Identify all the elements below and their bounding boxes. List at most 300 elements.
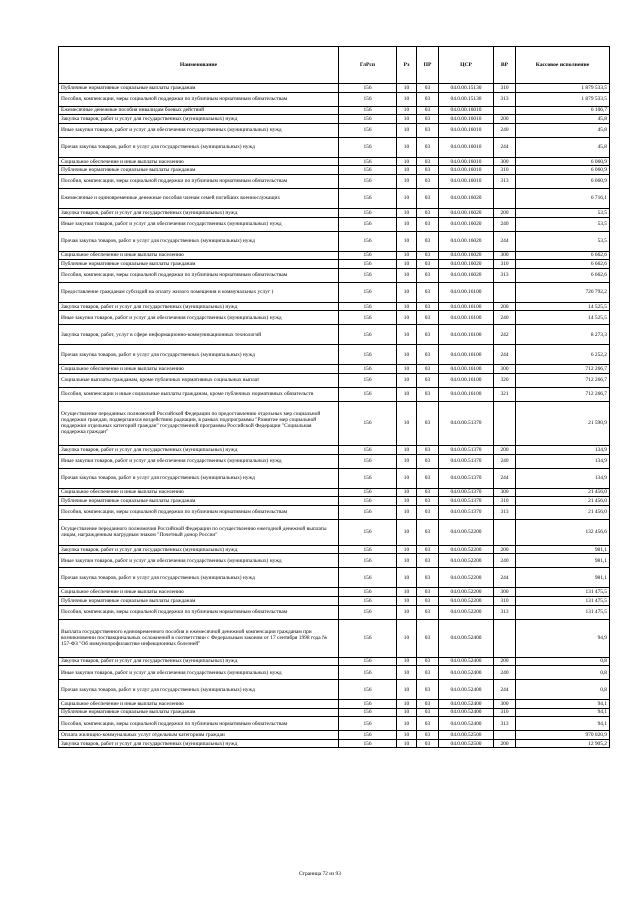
cell-vr: 244 xyxy=(494,568,516,588)
header-pr: ПР xyxy=(417,47,439,84)
table-header-row xyxy=(59,47,610,84)
cell-csr: 04.0.00.51370 xyxy=(439,488,494,497)
table-row xyxy=(59,188,610,208)
cell-glrsp: 156 xyxy=(339,605,397,619)
cell-pr: 03 xyxy=(417,700,439,709)
cell-pr: 03 xyxy=(417,680,439,700)
cell-glrsp: 156 xyxy=(339,217,397,231)
cell-glrsp: 156 xyxy=(339,454,397,468)
cell-name: Закупка товаров, работ и услуг для государственных (муниципальных) нужд xyxy=(59,445,339,454)
cell-csr: 04.0.00.16100 xyxy=(439,325,494,345)
cell-pr: 03 xyxy=(417,260,439,269)
cell-csr: 04.0.00.15130 xyxy=(439,84,494,93)
cell-csr: 04.0.00.51370 xyxy=(439,505,494,519)
cell-pr: 03 xyxy=(417,373,439,387)
cell-cash-execution: 970 020,9 xyxy=(516,731,610,740)
table-row xyxy=(59,92,610,106)
cell-csr: 04.0.00.16020 xyxy=(439,188,494,208)
cell-csr: 04.0.00.51370 xyxy=(439,401,494,445)
cell-name: Закупка товаров, работ и услуг для государственных (муниципальных) нужд xyxy=(59,545,339,554)
cell-vr: 310 xyxy=(494,596,516,605)
cell-name: Публичные нормативные социальные выплаты гражданам xyxy=(59,497,339,506)
cell-rz: 10 xyxy=(397,445,417,454)
cell-pr: 03 xyxy=(417,454,439,468)
cell-csr: 04.0.00.16020 xyxy=(439,208,494,217)
cell-cash-execution: 131 475,5 xyxy=(516,588,610,597)
cell-glrsp: 156 xyxy=(339,166,397,175)
cell-name: Пособия, компенсации, меры социальной поддержки по публичным нормативным обязательствам xyxy=(59,605,339,619)
cell-name: Социальное обеспечение и иные выплаты населению xyxy=(59,488,339,497)
cell-name: Иные закупки товаров, работ и услуг для обеспечения государственных (муниципальных) нужд xyxy=(59,311,339,325)
table-row xyxy=(59,401,610,445)
cell-pr: 03 xyxy=(417,345,439,365)
cell-cash-execution: 53,5 xyxy=(516,208,610,217)
cell-cash-execution: 0,8 xyxy=(516,666,610,680)
cell-vr xyxy=(494,282,516,302)
table-row xyxy=(59,217,610,231)
cell-vr: 244 xyxy=(494,468,516,488)
cell-vr: 242 xyxy=(494,325,516,345)
cell-name: Пособия, компенсации и иные социальные выплаты гражданам, кроме публичных нормативных обязательств xyxy=(59,387,339,401)
cell-vr: 240 xyxy=(494,666,516,680)
cell-name: Закупка товаров, работ, услуг в сфере информационно-коммуникационных технологий xyxy=(59,325,339,345)
cell-csr: 04.0.00.52200 xyxy=(439,519,494,545)
table-row xyxy=(59,505,610,519)
cell-glrsp: 156 xyxy=(339,596,397,605)
cell-rz: 10 xyxy=(397,123,417,137)
cell-name: Иные закупки товаров, работ и услуг для обеспечения государственных (муниципальных) нужд xyxy=(59,123,339,137)
cell-cash-execution: 6 662,6 xyxy=(516,260,610,269)
cell-pr: 03 xyxy=(417,401,439,445)
cell-pr: 03 xyxy=(417,302,439,311)
cell-glrsp: 156 xyxy=(339,106,397,115)
cell-rz: 10 xyxy=(397,345,417,365)
table-row xyxy=(59,588,610,597)
table-row xyxy=(59,137,610,157)
cell-vr: 244 xyxy=(494,231,516,251)
cell-glrsp: 156 xyxy=(339,137,397,157)
cell-csr: 04.0.00.16100 xyxy=(439,282,494,302)
table-row xyxy=(59,488,610,497)
cell-glrsp: 156 xyxy=(339,268,397,282)
cell-pr: 03 xyxy=(417,554,439,568)
cell-vr: 200 xyxy=(494,115,516,124)
cell-glrsp: 156 xyxy=(339,700,397,709)
cell-pr: 03 xyxy=(417,268,439,282)
cell-name: Иные закупки товаров, работ и услуг для обеспечения государственных (муниципальных) нужд xyxy=(59,217,339,231)
cell-rz: 10 xyxy=(397,468,417,488)
cell-rz: 10 xyxy=(397,157,417,166)
cell-rz: 10 xyxy=(397,174,417,188)
table-row xyxy=(59,268,610,282)
cell-vr: 244 xyxy=(494,137,516,157)
table-row xyxy=(59,739,610,748)
cell-pr: 03 xyxy=(417,282,439,302)
cell-glrsp: 156 xyxy=(339,497,397,506)
cell-csr: 04.0.00.15130 xyxy=(439,92,494,106)
cell-name: Ежемесячные и единовременные денежные пособия членам семей погибших военнослужащих xyxy=(59,188,339,208)
cell-cash-execution: 0,8 xyxy=(516,657,610,666)
cell-vr: 300 xyxy=(494,365,516,374)
table-row xyxy=(59,251,610,260)
cell-glrsp: 156 xyxy=(339,387,397,401)
table-row xyxy=(59,325,610,345)
cell-rz: 10 xyxy=(397,708,417,717)
cell-csr: 04.0.00.16010 xyxy=(439,166,494,175)
cell-cash-execution: 6 106,7 xyxy=(516,106,610,115)
cell-name: Пособия, компенсации, меры социальной поддержки по публичным нормативным обязательствам xyxy=(59,505,339,519)
cell-pr: 03 xyxy=(417,505,439,519)
cell-vr: 313 xyxy=(494,505,516,519)
cell-rz: 10 xyxy=(397,497,417,506)
cell-rz: 10 xyxy=(397,208,417,217)
cell-cash-execution: 21 590,9 xyxy=(516,401,610,445)
cell-glrsp: 156 xyxy=(339,657,397,666)
cell-vr: 200 xyxy=(494,445,516,454)
cell-pr: 03 xyxy=(417,497,439,506)
cell-rz: 10 xyxy=(397,401,417,445)
cell-pr: 03 xyxy=(417,708,439,717)
cell-name: Пособия, компенсации, меры социальной поддержки по публичным нормативным обязательствам xyxy=(59,92,339,106)
cell-cash-execution: 6 060,9 xyxy=(516,166,610,175)
cell-name: Социальное обеспечение и иные выплаты населению xyxy=(59,157,339,166)
cell-pr: 03 xyxy=(417,666,439,680)
cell-vr xyxy=(494,519,516,545)
header-cash-execution: Кассовое исполнение xyxy=(516,47,610,84)
cell-vr: 313 xyxy=(494,174,516,188)
cell-glrsp: 156 xyxy=(339,157,397,166)
table-row xyxy=(59,657,610,666)
cell-glrsp: 156 xyxy=(339,708,397,717)
cell-glrsp: 156 xyxy=(339,188,397,208)
cell-glrsp: 156 xyxy=(339,174,397,188)
cell-name: Публичные нормативные социальные выплаты гражданам xyxy=(59,708,339,717)
cell-csr: 04.0.00.51370 xyxy=(439,468,494,488)
cell-glrsp: 156 xyxy=(339,302,397,311)
cell-glrsp: 156 xyxy=(339,365,397,374)
header-csr: ЦСР xyxy=(439,47,494,84)
table-row xyxy=(59,123,610,137)
cell-csr: 04.0.00.16010 xyxy=(439,157,494,166)
table-row xyxy=(59,731,610,740)
cell-pr: 03 xyxy=(417,137,439,157)
table-row xyxy=(59,596,610,605)
cell-name: Социальное обеспечение и иные выплаты населению xyxy=(59,251,339,260)
cell-rz: 10 xyxy=(397,268,417,282)
cell-vr: 300 xyxy=(494,488,516,497)
cell-cash-execution: 94,9 xyxy=(516,619,610,657)
cell-pr: 03 xyxy=(417,123,439,137)
cell-name: Оплата жилищно-коммунальных услуг отдельным категориям граждан xyxy=(59,731,339,740)
cell-csr: 04.0.00.52400 xyxy=(439,619,494,657)
cell-name: Закупка товаров, работ и услуг для государственных (муниципальных) нужд xyxy=(59,208,339,217)
cell-csr: 04.0.00.52500 xyxy=(439,731,494,740)
cell-pr: 03 xyxy=(417,731,439,740)
cell-csr: 04.0.00.51370 xyxy=(439,445,494,454)
cell-name: Прочая закупка товаров, работ и услуг для государственных (муниципальных) нужд xyxy=(59,680,339,700)
cell-rz: 10 xyxy=(397,731,417,740)
cell-name: Иные закупки товаров, работ и услуг для обеспечения государственных (муниципальных) нужд xyxy=(59,666,339,680)
cell-cash-execution: 45,8 xyxy=(516,115,610,124)
cell-name: Прочая закупка товаров, работ и услуг для государственных (муниципальных) нужд xyxy=(59,468,339,488)
cell-rz: 10 xyxy=(397,568,417,588)
cell-pr: 03 xyxy=(417,619,439,657)
cell-csr: 04.0.00.52400 xyxy=(439,708,494,717)
cell-rz: 10 xyxy=(397,666,417,680)
cell-glrsp: 156 xyxy=(339,208,397,217)
cell-glrsp: 156 xyxy=(339,680,397,700)
cell-rz: 10 xyxy=(397,605,417,619)
cell-rz: 10 xyxy=(397,260,417,269)
cell-pr: 03 xyxy=(417,468,439,488)
cell-vr: 310 xyxy=(494,166,516,175)
cell-glrsp: 156 xyxy=(339,401,397,445)
cell-csr: 04.0.00.16020 xyxy=(439,231,494,251)
cell-rz: 10 xyxy=(397,588,417,597)
cell-cash-execution: 131 475,5 xyxy=(516,596,610,605)
cell-glrsp: 156 xyxy=(339,282,397,302)
cell-cash-execution: 94,1 xyxy=(516,708,610,717)
cell-vr: 310 xyxy=(494,84,516,93)
cell-vr: 310 xyxy=(494,708,516,717)
cell-cash-execution: 53,5 xyxy=(516,217,610,231)
cell-csr: 04.0.00.52200 xyxy=(439,568,494,588)
cell-name: Публичные нормативные социальные выплаты гражданам xyxy=(59,166,339,175)
cell-csr: 04.0.00.16100 xyxy=(439,302,494,311)
table-row xyxy=(59,365,610,374)
cell-csr: 04.0.00.52400 xyxy=(439,700,494,709)
cell-name: Социальное обеспечение и иные выплаты населению xyxy=(59,700,339,709)
cell-rz: 10 xyxy=(397,325,417,345)
cell-cash-execution: 726 792,2 xyxy=(516,282,610,302)
cell-rz: 10 xyxy=(397,545,417,554)
cell-vr: 300 xyxy=(494,588,516,597)
cell-rz: 10 xyxy=(397,282,417,302)
cell-csr: 04.0.00.16010 xyxy=(439,137,494,157)
table-row xyxy=(59,157,610,166)
cell-vr: 240 xyxy=(494,311,516,325)
cell-name: Пособия, компенсации, меры социальной поддержки по публичным нормативным обязательствам xyxy=(59,717,339,731)
cell-rz: 10 xyxy=(397,84,417,93)
cell-vr: 200 xyxy=(494,657,516,666)
cell-pr: 03 xyxy=(417,106,439,115)
cell-vr xyxy=(494,619,516,657)
cell-cash-execution: 12 905,2 xyxy=(516,739,610,748)
cell-csr: 04.0.00.52200 xyxy=(439,605,494,619)
cell-cash-execution: 6 060,9 xyxy=(516,157,610,166)
table-row xyxy=(59,717,610,731)
cell-glrsp: 156 xyxy=(339,311,397,325)
cell-glrsp: 156 xyxy=(339,92,397,106)
cell-pr: 03 xyxy=(417,208,439,217)
cell-csr: 04.0.00.16010 xyxy=(439,115,494,124)
cell-name: Публичные нормативные социальные выплаты гражданам xyxy=(59,596,339,605)
table-row xyxy=(59,84,610,93)
cell-rz: 10 xyxy=(397,505,417,519)
cell-vr: 200 xyxy=(494,545,516,554)
cell-csr: 04.0.00.16100 xyxy=(439,373,494,387)
cell-vr: 313 xyxy=(494,717,516,731)
cell-rz: 10 xyxy=(397,680,417,700)
table-row xyxy=(59,302,610,311)
cell-rz: 10 xyxy=(397,739,417,748)
cell-glrsp: 156 xyxy=(339,251,397,260)
cell-csr: 04.0.00.52400 xyxy=(439,717,494,731)
table-row xyxy=(59,680,610,700)
cell-cash-execution: 981,1 xyxy=(516,554,610,568)
cell-name: Публичные нормативные социальные выплаты гражданам xyxy=(59,84,339,93)
cell-rz: 10 xyxy=(397,619,417,657)
table-row xyxy=(59,231,610,251)
cell-csr: 04.0.00.16020 xyxy=(439,251,494,260)
header-name: Наименование xyxy=(59,47,339,84)
cell-cash-execution: 45,8 xyxy=(516,123,610,137)
header-glrsp: ГлРсп xyxy=(339,47,397,84)
cell-glrsp: 156 xyxy=(339,554,397,568)
cell-pr: 03 xyxy=(417,739,439,748)
cell-name: Социальное обеспечение и иные выплаты населению xyxy=(59,588,339,597)
cell-vr: 313 xyxy=(494,605,516,619)
cell-rz: 10 xyxy=(397,251,417,260)
cell-rz: 10 xyxy=(397,717,417,731)
cell-cash-execution: 712 266,7 xyxy=(516,387,610,401)
cell-cash-execution: 712 266,7 xyxy=(516,365,610,374)
cell-csr: 04.0.00.16020 xyxy=(439,268,494,282)
cell-glrsp: 156 xyxy=(339,505,397,519)
cell-pr: 03 xyxy=(417,605,439,619)
cell-cash-execution: 6 662,6 xyxy=(516,251,610,260)
table-row xyxy=(59,619,610,657)
cell-cash-execution: 712 266,7 xyxy=(516,373,610,387)
cell-pr: 03 xyxy=(417,311,439,325)
cell-rz: 10 xyxy=(397,92,417,106)
cell-vr xyxy=(494,188,516,208)
table-row xyxy=(59,311,610,325)
cell-pr: 03 xyxy=(417,545,439,554)
cell-pr: 03 xyxy=(417,231,439,251)
cell-pr: 03 xyxy=(417,568,439,588)
cell-name: Закупка товаров, работ и услуг для государственных (муниципальных) нужд xyxy=(59,657,339,666)
cell-csr: 04.0.00.52400 xyxy=(439,680,494,700)
cell-pr: 03 xyxy=(417,188,439,208)
cell-csr: 04.0.00.52200 xyxy=(439,596,494,605)
cell-csr: 04.0.00.16100 xyxy=(439,311,494,325)
cell-pr: 03 xyxy=(417,596,439,605)
cell-csr: 04.0.00.52200 xyxy=(439,588,494,597)
cell-name: Иные закупки товаров, работ и услуг для обеспечения государственных (муниципальных) нужд xyxy=(59,554,339,568)
cell-name: Закупка товаров, работ и услуг для государственных (муниципальных) нужд xyxy=(59,115,339,124)
cell-glrsp: 156 xyxy=(339,488,397,497)
cell-glrsp: 156 xyxy=(339,445,397,454)
table-row xyxy=(59,454,610,468)
cell-cash-execution: 134,9 xyxy=(516,454,610,468)
cell-rz: 10 xyxy=(397,106,417,115)
cell-pr: 03 xyxy=(417,588,439,597)
cell-rz: 10 xyxy=(397,115,417,124)
cell-name: Публичные нормативные социальные выплаты гражданам xyxy=(59,260,339,269)
cell-name: Предоставление гражданам субсидий на оплату жилого помещения и коммунальных услуг ) xyxy=(59,282,339,302)
budget-table xyxy=(58,46,610,748)
cell-cash-execution: 1 879 533,5 xyxy=(516,84,610,93)
cell-name: Закупка товаров, работ и услуг для государственных (муниципальных) нужд xyxy=(59,302,339,311)
table-row xyxy=(59,554,610,568)
table-row xyxy=(59,497,610,506)
cell-vr: 240 xyxy=(494,454,516,468)
cell-rz: 10 xyxy=(397,137,417,157)
cell-cash-execution: 0,8 xyxy=(516,680,610,700)
cell-csr: 04.0.00.52400 xyxy=(439,666,494,680)
cell-cash-execution: 134,9 xyxy=(516,445,610,454)
cell-name: Закупка товаров, работ и услуг для государственных (муниципальных) нужд xyxy=(59,739,339,748)
cell-vr xyxy=(494,401,516,445)
cell-rz: 10 xyxy=(397,700,417,709)
cell-glrsp: 156 xyxy=(339,123,397,137)
cell-pr: 03 xyxy=(417,157,439,166)
table-row xyxy=(59,345,610,365)
cell-pr: 03 xyxy=(417,387,439,401)
table-row xyxy=(59,282,610,302)
table-row xyxy=(59,700,610,709)
cell-rz: 10 xyxy=(397,302,417,311)
table-row xyxy=(59,115,610,124)
cell-vr: 300 xyxy=(494,157,516,166)
cell-cash-execution: 6 716,1 xyxy=(516,188,610,208)
table-row xyxy=(59,208,610,217)
cell-csr: 04.0.00.16020 xyxy=(439,217,494,231)
table-row xyxy=(59,445,610,454)
cell-cash-execution: 8 273,3 xyxy=(516,325,610,345)
cell-name: Ежемесячные денежные пособия инвалидам боевых действий xyxy=(59,106,339,115)
cell-vr: 240 xyxy=(494,554,516,568)
cell-pr: 03 xyxy=(417,657,439,666)
cell-rz: 10 xyxy=(397,188,417,208)
table-row xyxy=(59,468,610,488)
header-vr: ВР xyxy=(494,47,516,84)
table-row xyxy=(59,519,610,545)
table-row xyxy=(59,605,610,619)
table-row xyxy=(59,708,610,717)
cell-rz: 10 xyxy=(397,454,417,468)
cell-cash-execution: 14 525,5 xyxy=(516,302,610,311)
cell-pr: 03 xyxy=(417,217,439,231)
table-row xyxy=(59,666,610,680)
cell-vr: 240 xyxy=(494,123,516,137)
cell-vr: 321 xyxy=(494,387,516,401)
cell-csr: 04.0.00.16020 xyxy=(439,260,494,269)
cell-name: Пособия, компенсации, меры социальной поддержки по публичным нормативным обязательствам xyxy=(59,268,339,282)
cell-csr: 04.0.00.16100 xyxy=(439,345,494,365)
table-row xyxy=(59,568,610,588)
cell-pr: 03 xyxy=(417,84,439,93)
cell-name: Прочая закупка товаров, работ и услуг для государственных (муниципальных) нужд xyxy=(59,345,339,365)
cell-cash-execution: 6 662,6 xyxy=(516,268,610,282)
cell-cash-execution: 132 456,6 xyxy=(516,519,610,545)
cell-glrsp: 156 xyxy=(339,519,397,545)
cell-glrsp: 156 xyxy=(339,568,397,588)
cell-csr: 04.0.00.16010 xyxy=(439,174,494,188)
cell-name: Осуществление переданного полномочия Российской Федерации по осуществлению ежегодной денежной выплаты лицам, награжденным нагрудным знаком "Почетный донор России" xyxy=(59,519,339,545)
cell-glrsp: 156 xyxy=(339,619,397,657)
cell-csr: 04.0.00.16010 xyxy=(439,123,494,137)
cell-cash-execution: 134,9 xyxy=(516,468,610,488)
table-row xyxy=(59,387,610,401)
cell-glrsp: 156 xyxy=(339,545,397,554)
table-row xyxy=(59,166,610,175)
cell-pr: 03 xyxy=(417,488,439,497)
cell-pr: 03 xyxy=(417,445,439,454)
cell-vr xyxy=(494,106,516,115)
table-row xyxy=(59,373,610,387)
